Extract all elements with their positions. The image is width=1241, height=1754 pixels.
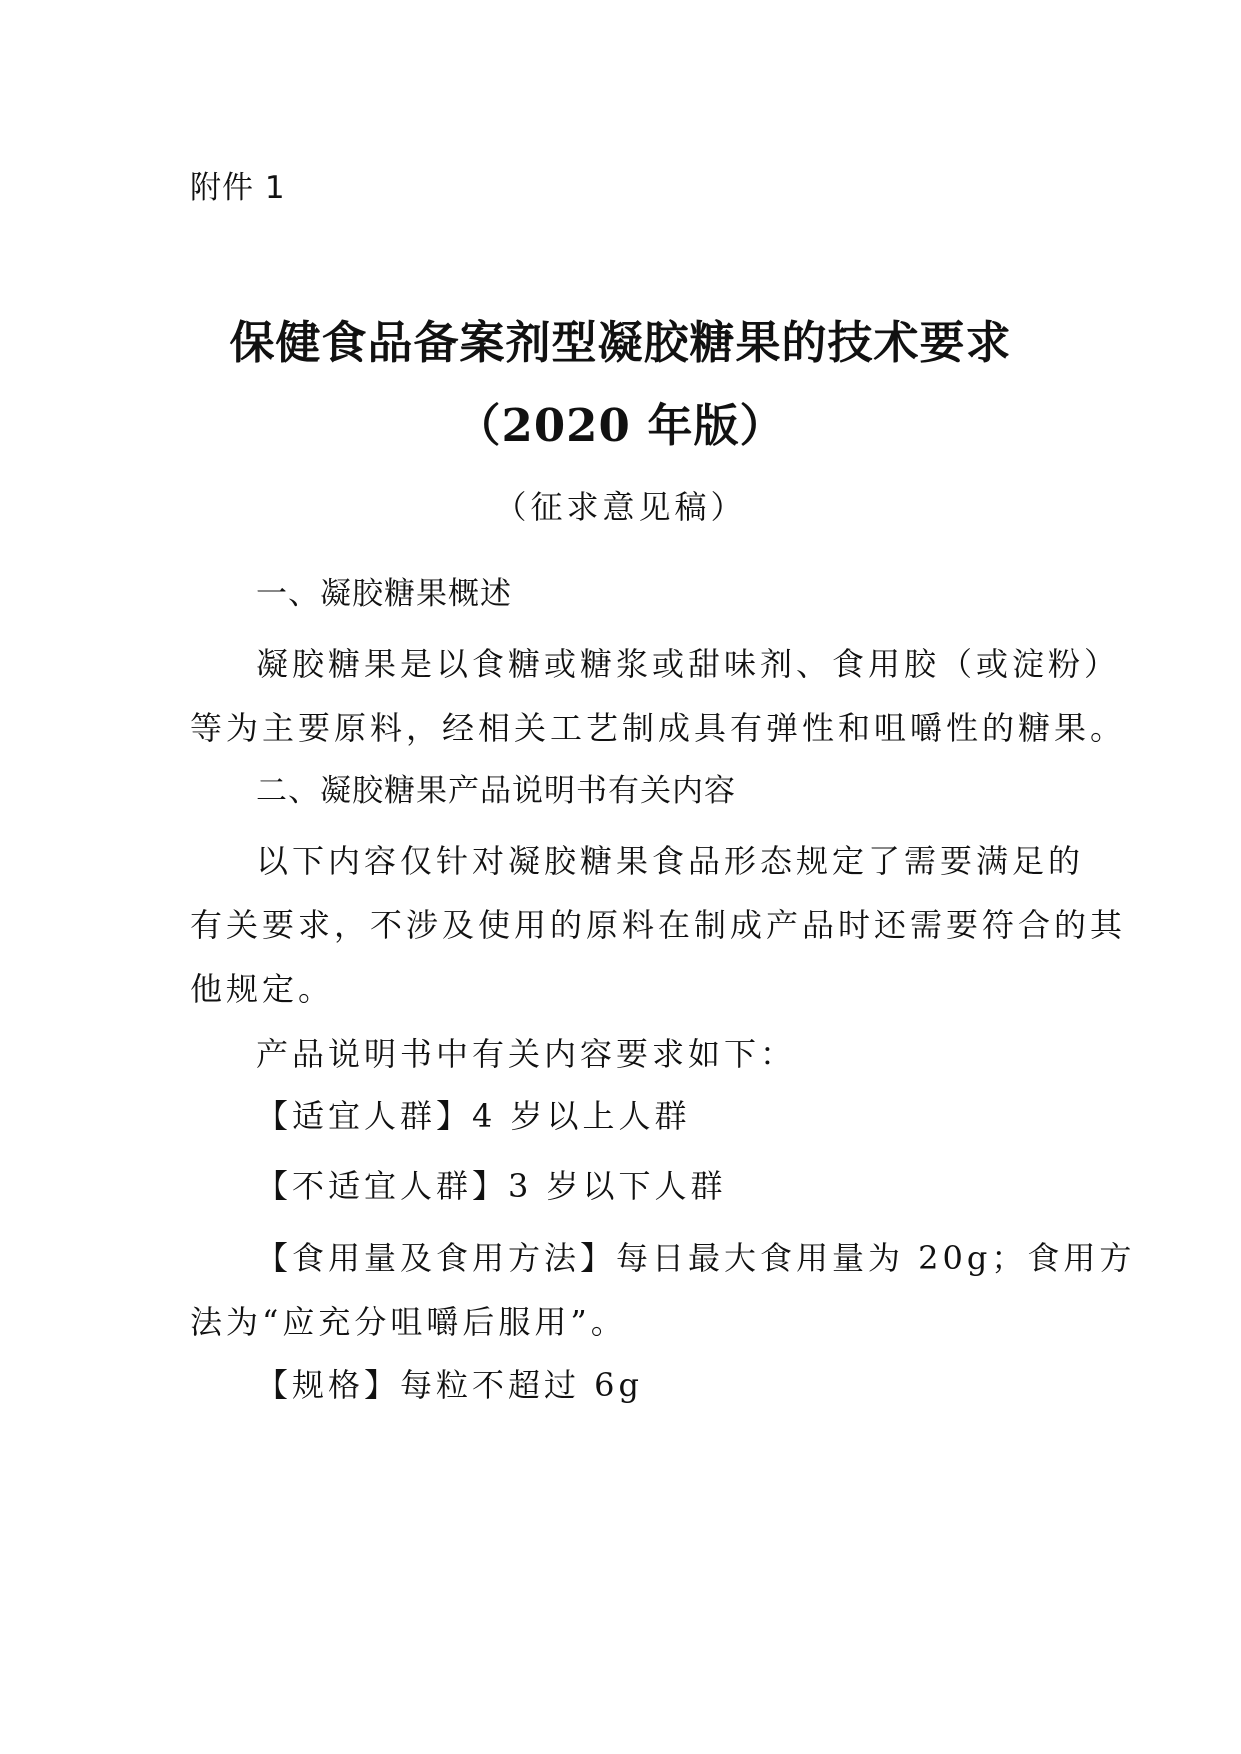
paragraph-line: 有关要求，不涉及使用的原料在制成产品时还需要符合的其: [190, 906, 1127, 944]
suitable-population-item: 【适宜人群】4 岁以上人群: [256, 1097, 691, 1135]
paragraph-line: 产品说明书中有关内容要求如下：: [256, 1035, 797, 1073]
unsuitable-population-item: 【不适宜人群】3 岁以下人群: [256, 1167, 727, 1205]
attachment-label: 附件 1: [190, 170, 286, 206]
document-title-line-2: （2020 年版）: [455, 399, 786, 452]
requirements-intro-paragraph: [190, 1022, 1070, 1086]
paragraph-line: 法为“应充分咀嚼后服用”。: [190, 1303, 627, 1341]
section-heading-instructions: 二、凝胶糖果产品说明书有关内容: [256, 773, 736, 809]
draft-subtitle: （征求意见稿）: [494, 488, 747, 526]
overview-paragraph: [190, 632, 1127, 760]
paragraph-line: 【食用量及食用方法】每日最大食用量为 20g；食用方: [256, 1239, 1136, 1277]
paragraph-line: 以下内容仅针对凝胶糖果食品形态规定了需要满足的: [256, 842, 1085, 880]
paragraph-line: 等为主要原料，经相关工艺制成具有弹性和咀嚼性的糖果。: [190, 709, 1127, 747]
section-heading-overview: 一、凝胶糖果概述: [256, 576, 512, 612]
paragraph-line: 凝胶糖果是以食糖或糖浆或甜味剂、食用胶（或淀粉）: [256, 645, 1121, 683]
paragraph-line: 他规定。: [190, 970, 335, 1008]
dosage-paragraph: [190, 1226, 1136, 1354]
scope-paragraph: [190, 829, 1127, 1021]
document-title-line-1: 保健食品备案剂型凝胶糖果的技术要求: [229, 316, 1012, 369]
specification-item: 【规格】每粒不超过 6g: [256, 1366, 644, 1404]
